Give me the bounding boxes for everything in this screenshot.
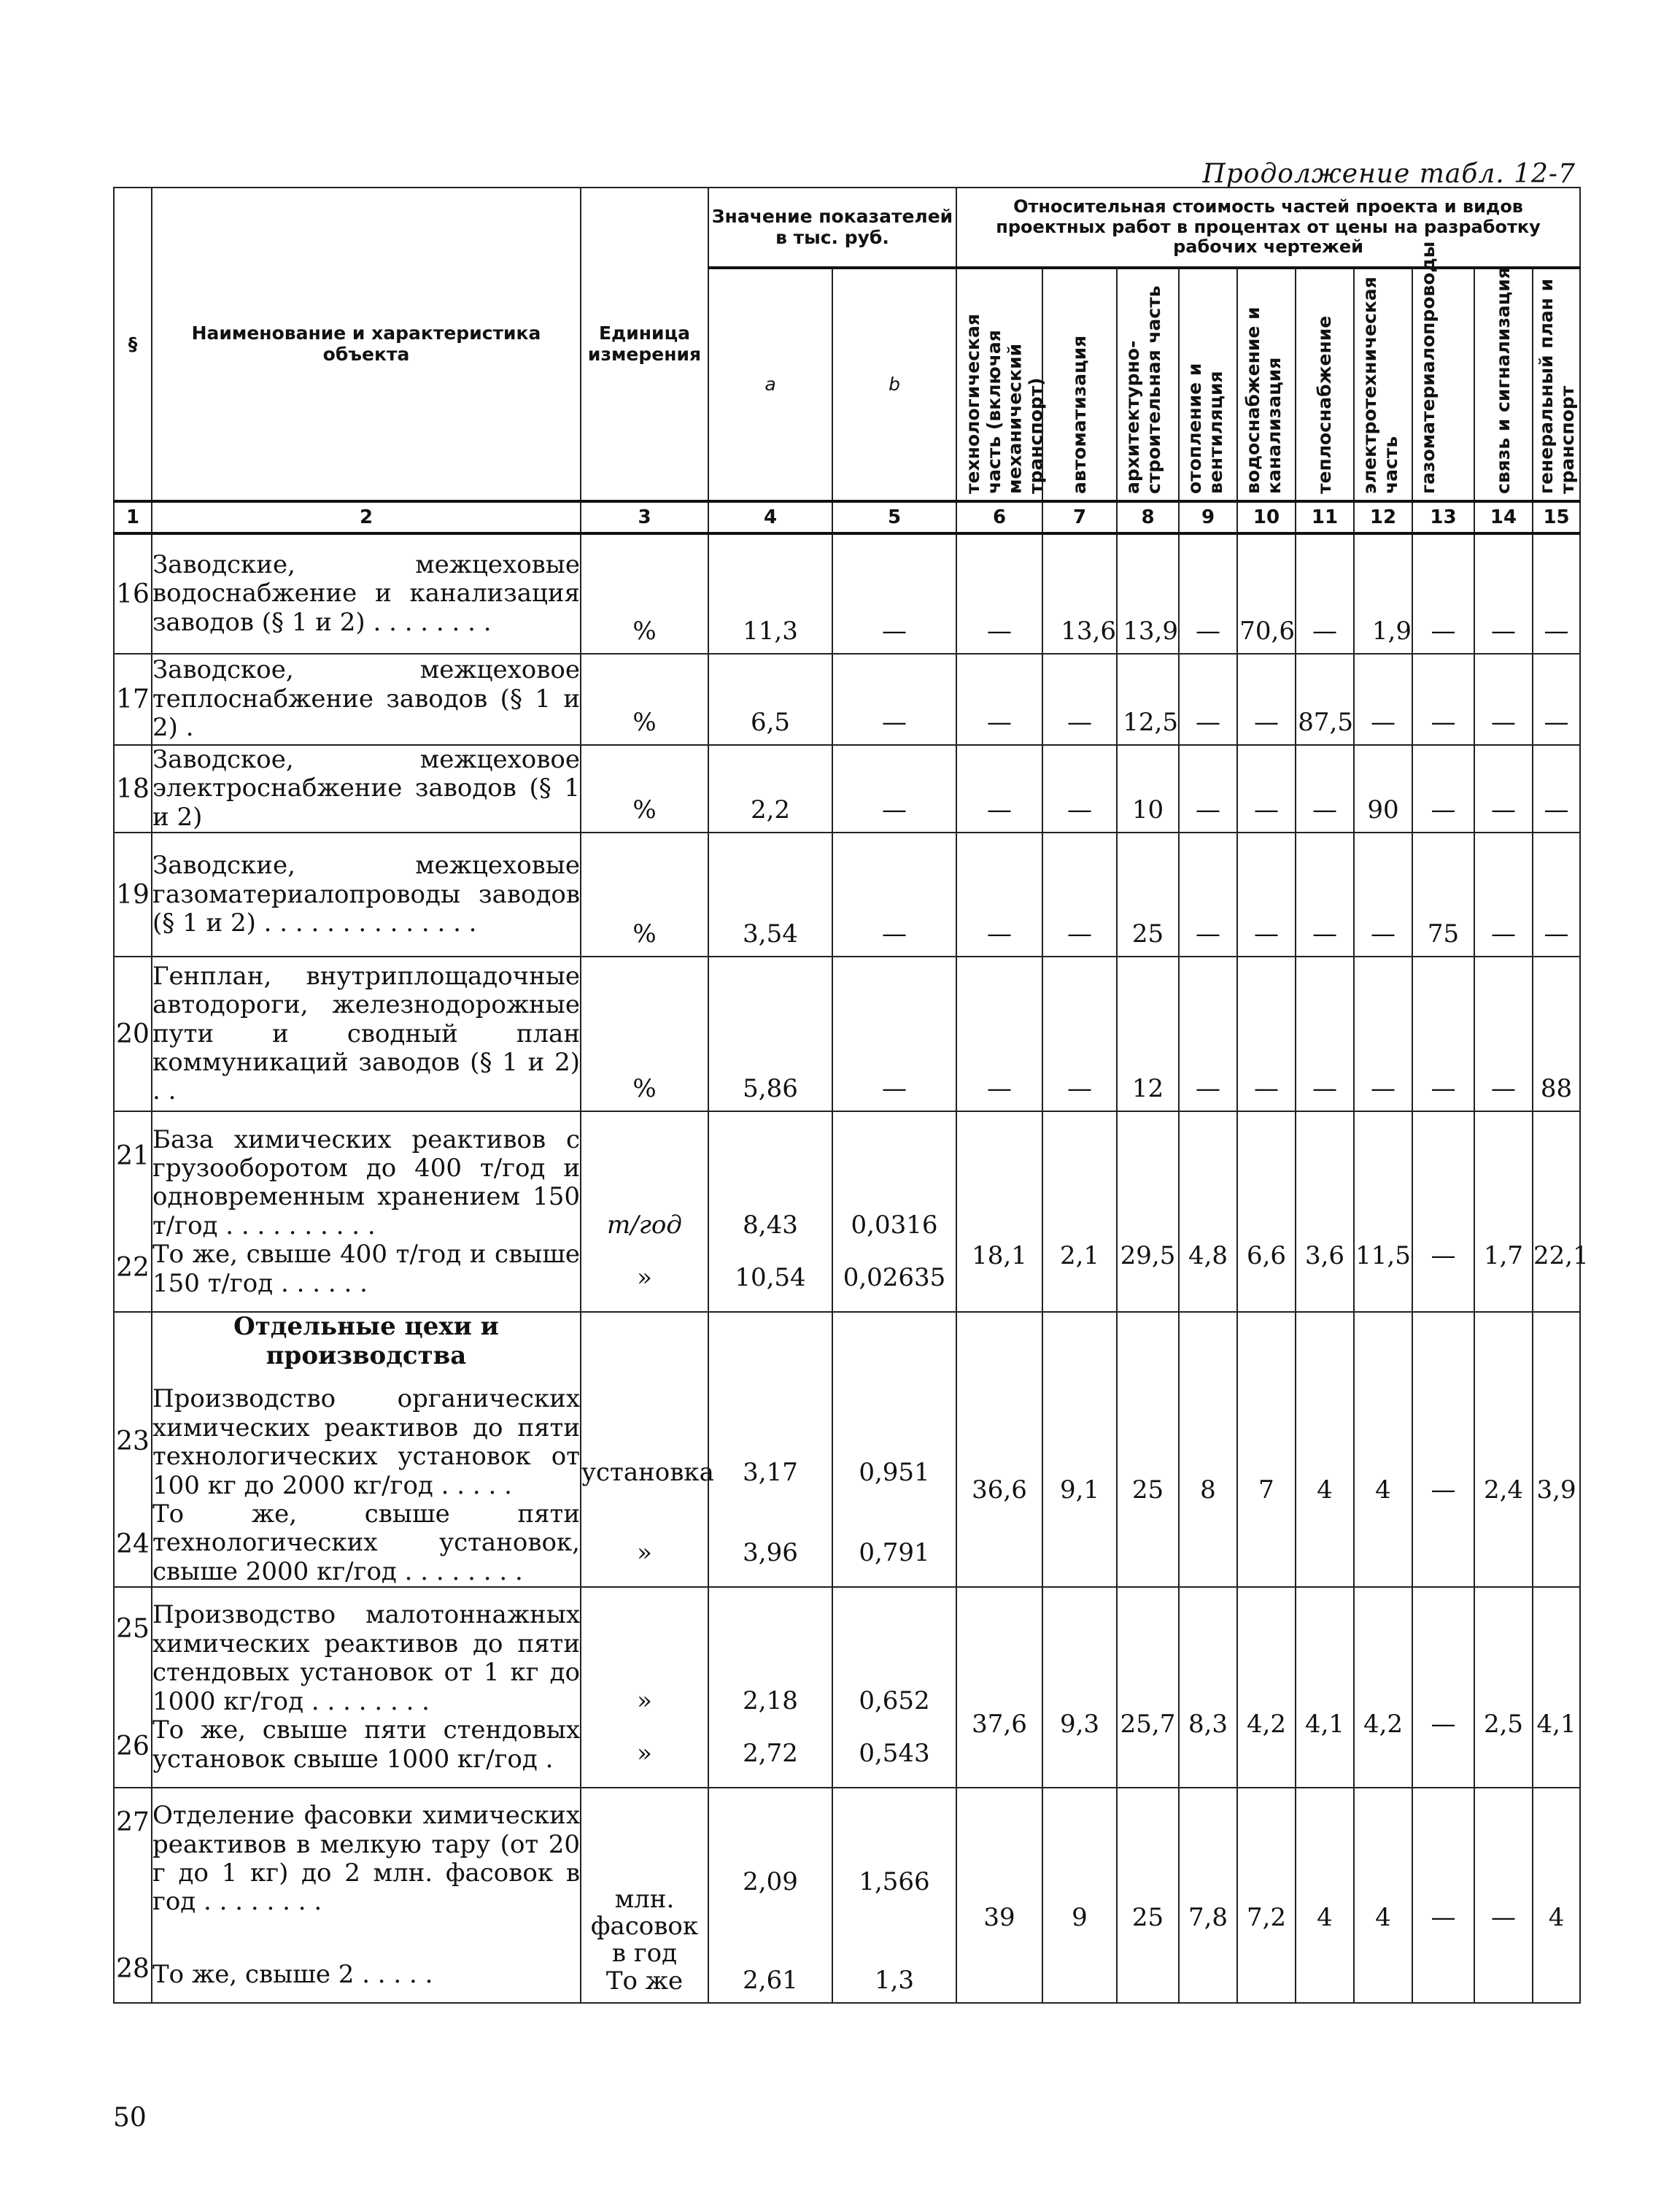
part-value: — <box>1474 1788 1533 2003</box>
object-name: Заводское, межцеховое теплоснабжение заводов (§ 1 и 2) . <box>152 654 581 745</box>
unit: % <box>581 833 708 957</box>
col-number: 5 <box>832 501 956 533</box>
col-header-architecture: архитектурно-строительная часть <box>1121 285 1164 494</box>
part-value: 8 <box>1179 1312 1237 1587</box>
part-value: 11,5 <box>1354 1111 1412 1312</box>
col-number: 7 <box>1042 501 1117 533</box>
object-name: Заводские, межцеховые газоматериалопроводы заводов (§ 1 и 2) . . . . . . . . . . . . . . <box>152 833 581 957</box>
value-b: 1,566 <box>859 1867 930 1897</box>
value-b: 0,543 <box>859 1739 930 1769</box>
part-value: 29,5 <box>1117 1111 1179 1312</box>
object-name: То же, свыше 400 т/год и свыше 150 т/год . . . . . . <box>152 1240 580 1298</box>
part-value: — <box>1354 957 1412 1111</box>
col-number: 6 <box>956 501 1042 533</box>
col-header-automation: автоматизация <box>1068 335 1090 494</box>
part-value: 2,4 <box>1474 1312 1533 1587</box>
part-value: — <box>1354 654 1412 745</box>
part-value: — <box>1474 533 1533 654</box>
part-value: 25,7 <box>1117 1587 1179 1788</box>
part-value: — <box>956 957 1042 1111</box>
col-number: 11 <box>1296 501 1354 533</box>
row-number-pair <box>114 1587 152 1788</box>
part-value: — <box>1412 654 1474 745</box>
col-number: 1 <box>114 501 152 533</box>
part-value: — <box>1412 1788 1474 2003</box>
object-name-pair <box>152 1111 581 1312</box>
value-a-pair <box>708 1587 832 1788</box>
part-value: — <box>1412 957 1474 1111</box>
value-b-pair <box>832 1111 956 1312</box>
unit: % <box>581 654 708 745</box>
part-value: — <box>1296 957 1354 1111</box>
unit: т/год <box>607 1211 682 1240</box>
row-number: 21 <box>116 1140 150 1171</box>
part-value: 87,5 <box>1296 654 1354 745</box>
part-value: 12,5 <box>1117 654 1179 745</box>
part-value: — <box>1042 654 1117 745</box>
col-number: 3 <box>581 501 708 533</box>
part-value: 4 <box>1296 1312 1354 1587</box>
value-a-pair <box>708 1111 832 1312</box>
part-value: — <box>1412 745 1474 833</box>
part-value: 25 <box>1117 1788 1179 2003</box>
part-value: — <box>1296 833 1354 957</box>
value-b: — <box>832 957 956 1111</box>
unit: % <box>581 957 708 1111</box>
part-value: 1,9 <box>1354 533 1412 654</box>
object-name: Заводские, межцеховые водоснабжение и канализация заводов (§ 1 и 2) . . . . . . . . <box>152 533 581 654</box>
object-name: Заводское, межцеховое электроснабжение заводов (§ 1 и 2) <box>152 745 580 832</box>
unit-pair <box>581 1312 714 1587</box>
row-number-pair <box>114 1788 152 2003</box>
object-name: То же, свыше 2 . . . . . <box>152 1959 433 1989</box>
table-row <box>114 533 1580 654</box>
part-value: 4 <box>1296 1788 1354 2003</box>
unit: млн. фасовок в год <box>590 1884 699 1969</box>
part-value: 25 <box>1117 1312 1179 1587</box>
object-name: База химических реактивов с грузооборотом до 400 т/год и одновременным хранением 150 т/год . . . . . . . . . . <box>152 1124 580 1240</box>
row-number: 20 <box>114 957 152 1111</box>
part-value: 9 <box>1042 1788 1117 2003</box>
part-value: — <box>956 533 1042 654</box>
row-number-pair <box>114 1111 152 1312</box>
part-value: 4,8 <box>1179 1111 1237 1312</box>
unit: % <box>581 745 708 833</box>
page-title: Продолжение табл. 12-7 <box>1202 159 1576 189</box>
part-value: — <box>1533 833 1580 957</box>
part-value: 4 <box>1533 1788 1580 2003</box>
part-value: 7,2 <box>1237 1788 1296 2003</box>
row-number-pair <box>114 1312 152 1587</box>
part-value: — <box>1412 533 1474 654</box>
part-value: — <box>1237 833 1296 957</box>
part-value: — <box>1237 745 1296 833</box>
part-value: 90 <box>1354 745 1412 833</box>
col-header-paragraph: § <box>114 188 152 501</box>
table-row <box>114 654 1580 745</box>
part-value: — <box>956 745 1042 833</box>
part-value: 88 <box>1533 957 1580 1111</box>
col-header-gas-pipes: газоматериалопроводы <box>1417 241 1439 494</box>
value-a: 2,09 <box>743 1867 798 1897</box>
col-number: 13 <box>1412 501 1474 533</box>
value-a: 2,72 <box>743 1739 798 1769</box>
part-value: 12 <box>1117 957 1179 1111</box>
table-row <box>114 1312 1580 1587</box>
row-number: 19 <box>114 833 152 957</box>
value-b: 0,951 <box>859 1458 930 1488</box>
table-row <box>114 833 1580 957</box>
row-number: 22 <box>116 1252 150 1283</box>
part-value: 39 <box>956 1788 1042 2003</box>
part-value: — <box>1179 654 1237 745</box>
value-a: 2,18 <box>743 1686 798 1716</box>
cost-table <box>113 187 1589 2004</box>
part-value: 3,6 <box>1296 1111 1354 1312</box>
part-value: — <box>1179 745 1237 833</box>
object-name: Отделение фасовки химических реактивов в мелкую тару (от 20 г до 1 кг) до 2 млн. фасовок в год . . . . . . . . <box>152 1801 580 1917</box>
part-value: — <box>1042 745 1117 833</box>
part-value: — <box>1179 957 1237 1111</box>
value-a: 3,54 <box>708 833 832 957</box>
row-number: 25 <box>116 1613 150 1644</box>
value-a: 8,43 <box>743 1211 798 1240</box>
value-a: 11,3 <box>708 533 832 654</box>
col-header-name: Наименование и характеристика объекта <box>152 188 581 501</box>
part-value: — <box>1533 745 1580 833</box>
col-header-heating: отопление и вентиляция <box>1184 363 1226 494</box>
part-value: — <box>1474 654 1533 745</box>
value-a: 10,54 <box>735 1263 806 1293</box>
value-a-pair <box>708 1312 832 1587</box>
part-value: — <box>1237 957 1296 1111</box>
value-a-pair <box>708 1788 832 2003</box>
part-value: 9,3 <box>1042 1587 1117 1788</box>
value-a: 5,86 <box>708 957 832 1111</box>
row-number: 18 <box>114 745 152 833</box>
part-value: 22,1 <box>1533 1111 1580 1312</box>
part-value: — <box>1474 745 1533 833</box>
col-header-heat-supply: теплоснабжение <box>1313 315 1335 494</box>
part-value: 7 <box>1237 1312 1296 1587</box>
value-b: 0,791 <box>859 1538 930 1568</box>
value-a: 2,2 <box>708 745 832 833</box>
part-value: 4,1 <box>1296 1587 1354 1788</box>
part-value: 10 <box>1117 745 1179 833</box>
col-number: 8 <box>1117 501 1179 533</box>
part-value: — <box>1042 957 1117 1111</box>
part-value: — <box>1474 833 1533 957</box>
part-value: 1,7 <box>1474 1111 1533 1312</box>
value-b: 0,652 <box>859 1686 930 1716</box>
part-value: 18,1 <box>956 1111 1042 1312</box>
col-header-electrical: электротехническая часть <box>1359 277 1401 494</box>
part-value: 2,5 <box>1474 1587 1533 1788</box>
part-value: 13,9 <box>1117 533 1179 654</box>
part-value: 25 <box>1117 833 1179 957</box>
part-value: 8,3 <box>1179 1587 1237 1788</box>
object-name: То же, свыше пяти технологических установок, свыше 2000 кг/год . . . . . . . . <box>152 1499 580 1586</box>
unit: » <box>637 1538 652 1568</box>
value-b: — <box>832 745 956 833</box>
row-number: 26 <box>116 1731 150 1761</box>
table-row <box>114 1788 1580 2003</box>
col-number: 12 <box>1354 501 1412 533</box>
part-value: — <box>1412 1312 1474 1587</box>
part-value: 4 <box>1354 1788 1412 2003</box>
part-value: 4 <box>1354 1312 1412 1587</box>
col-header-water-supply: водоснабжение и канализация <box>1242 306 1285 494</box>
part-value: 7,8 <box>1179 1788 1237 2003</box>
part-value: — <box>1237 654 1296 745</box>
value-b: — <box>832 533 956 654</box>
col-number: 4 <box>708 501 832 533</box>
col-number: 15 <box>1533 501 1580 533</box>
unit-pair <box>581 1587 708 1788</box>
row-number: 23 <box>116 1426 150 1456</box>
row-number: 17 <box>114 654 152 745</box>
unit: То же <box>605 1966 684 1996</box>
object-name: Генплан, внутриплощадочные автодороги, железнодорожные пути и сводный план коммуникаций заводов (§ 1 и 2) . . <box>152 957 581 1111</box>
part-value: — <box>1179 533 1237 654</box>
part-value: 3,9 <box>1533 1312 1580 1587</box>
value-b: 0,02635 <box>843 1263 946 1293</box>
col-header-values: Значение показателей в тыс. руб. <box>708 188 956 268</box>
col-number: 14 <box>1474 501 1533 533</box>
object-name-pair <box>152 1788 581 2003</box>
part-value: — <box>1412 1111 1474 1312</box>
value-b: — <box>832 654 956 745</box>
value-b-pair <box>832 1788 956 2003</box>
page-number: 50 <box>113 2103 147 2133</box>
col-header-general-plan: генеральный план и транспорт <box>1535 278 1578 494</box>
col-number: 2 <box>152 501 581 533</box>
part-value: 36,6 <box>956 1312 1042 1587</box>
part-value: — <box>956 654 1042 745</box>
part-value: — <box>1296 533 1354 654</box>
part-value: 37,6 <box>956 1587 1042 1788</box>
value-a: 2,61 <box>743 1966 798 1996</box>
part-value: — <box>956 833 1042 957</box>
part-value: 6,6 <box>1237 1111 1296 1312</box>
value-b-pair <box>832 1587 956 1788</box>
col-header-communication: связь и сигнализация <box>1492 267 1514 494</box>
part-value: — <box>1533 654 1580 745</box>
col-header-unit: Единица измерения <box>581 188 708 501</box>
part-value: 4,1 <box>1533 1587 1580 1788</box>
part-value: 4,2 <box>1237 1587 1296 1788</box>
unit: » <box>637 1686 652 1716</box>
object-name-group <box>152 1312 581 1587</box>
part-value: — <box>1533 533 1580 654</box>
table-row <box>114 957 1580 1111</box>
col-header-technology: технологическая часть (включая механический транспорт) <box>962 314 1047 494</box>
part-value: 4,2 <box>1354 1587 1412 1788</box>
unit: » <box>637 1739 652 1769</box>
object-name: Производство органических химических реактивов до пяти технологических установок от 100 кг до 2000 кг/год . . . . . <box>152 1384 580 1500</box>
part-value: 70,6 <box>1237 533 1296 654</box>
part-value: 9,1 <box>1042 1312 1117 1587</box>
object-name: То же, свыше пяти стендовых установок свыше 1000 кг/год . <box>152 1715 580 1774</box>
part-value: — <box>1296 745 1354 833</box>
value-b: 1,3 <box>874 1966 915 1996</box>
table-row <box>114 1587 1580 1788</box>
value-a: 6,5 <box>708 654 832 745</box>
value-b-pair <box>832 1312 956 1587</box>
row-number: 27 <box>116 1807 150 1837</box>
part-value: — <box>1354 833 1412 957</box>
part-value: — <box>1042 833 1117 957</box>
row-number: 24 <box>116 1529 150 1559</box>
unit-pair <box>581 1111 708 1312</box>
col-header-b: b <box>832 268 956 501</box>
part-value: 75 <box>1412 833 1474 957</box>
table-row <box>114 745 1580 833</box>
part-value: — <box>1412 1587 1474 1788</box>
part-value: 13,6 <box>1042 533 1117 654</box>
object-name-pair <box>152 1587 581 1788</box>
col-header-relative-cost: Относительная стоимость частей проекта и видов проектных работ в процентах от цены на разработку рабочих чертежей <box>956 188 1580 268</box>
unit: установка <box>581 1458 714 1488</box>
value-a: 3,17 <box>743 1458 798 1488</box>
part-value: — <box>1474 957 1533 1111</box>
unit-pair <box>581 1788 708 2003</box>
section-heading: Отдельные цехи и производства <box>233 1312 499 1370</box>
value-b: 0,0316 <box>851 1211 938 1240</box>
value-b: — <box>832 833 956 957</box>
col-header-a: a <box>708 268 832 501</box>
part-value: 2,1 <box>1042 1111 1117 1312</box>
row-number: 28 <box>116 1953 150 1984</box>
row-number: 16 <box>114 533 152 654</box>
unit: % <box>581 533 708 654</box>
col-number: 9 <box>1179 501 1237 533</box>
part-value: — <box>1179 833 1237 957</box>
unit: » <box>637 1263 652 1293</box>
object-name: Производство малотоннажных химических реактивов до пяти стендовых установок от 1 кг до 1000 кг/год . . . . . . . . <box>152 1600 580 1716</box>
col-number: 10 <box>1237 501 1296 533</box>
table-row <box>114 1111 1580 1312</box>
value-a: 3,96 <box>743 1538 798 1568</box>
